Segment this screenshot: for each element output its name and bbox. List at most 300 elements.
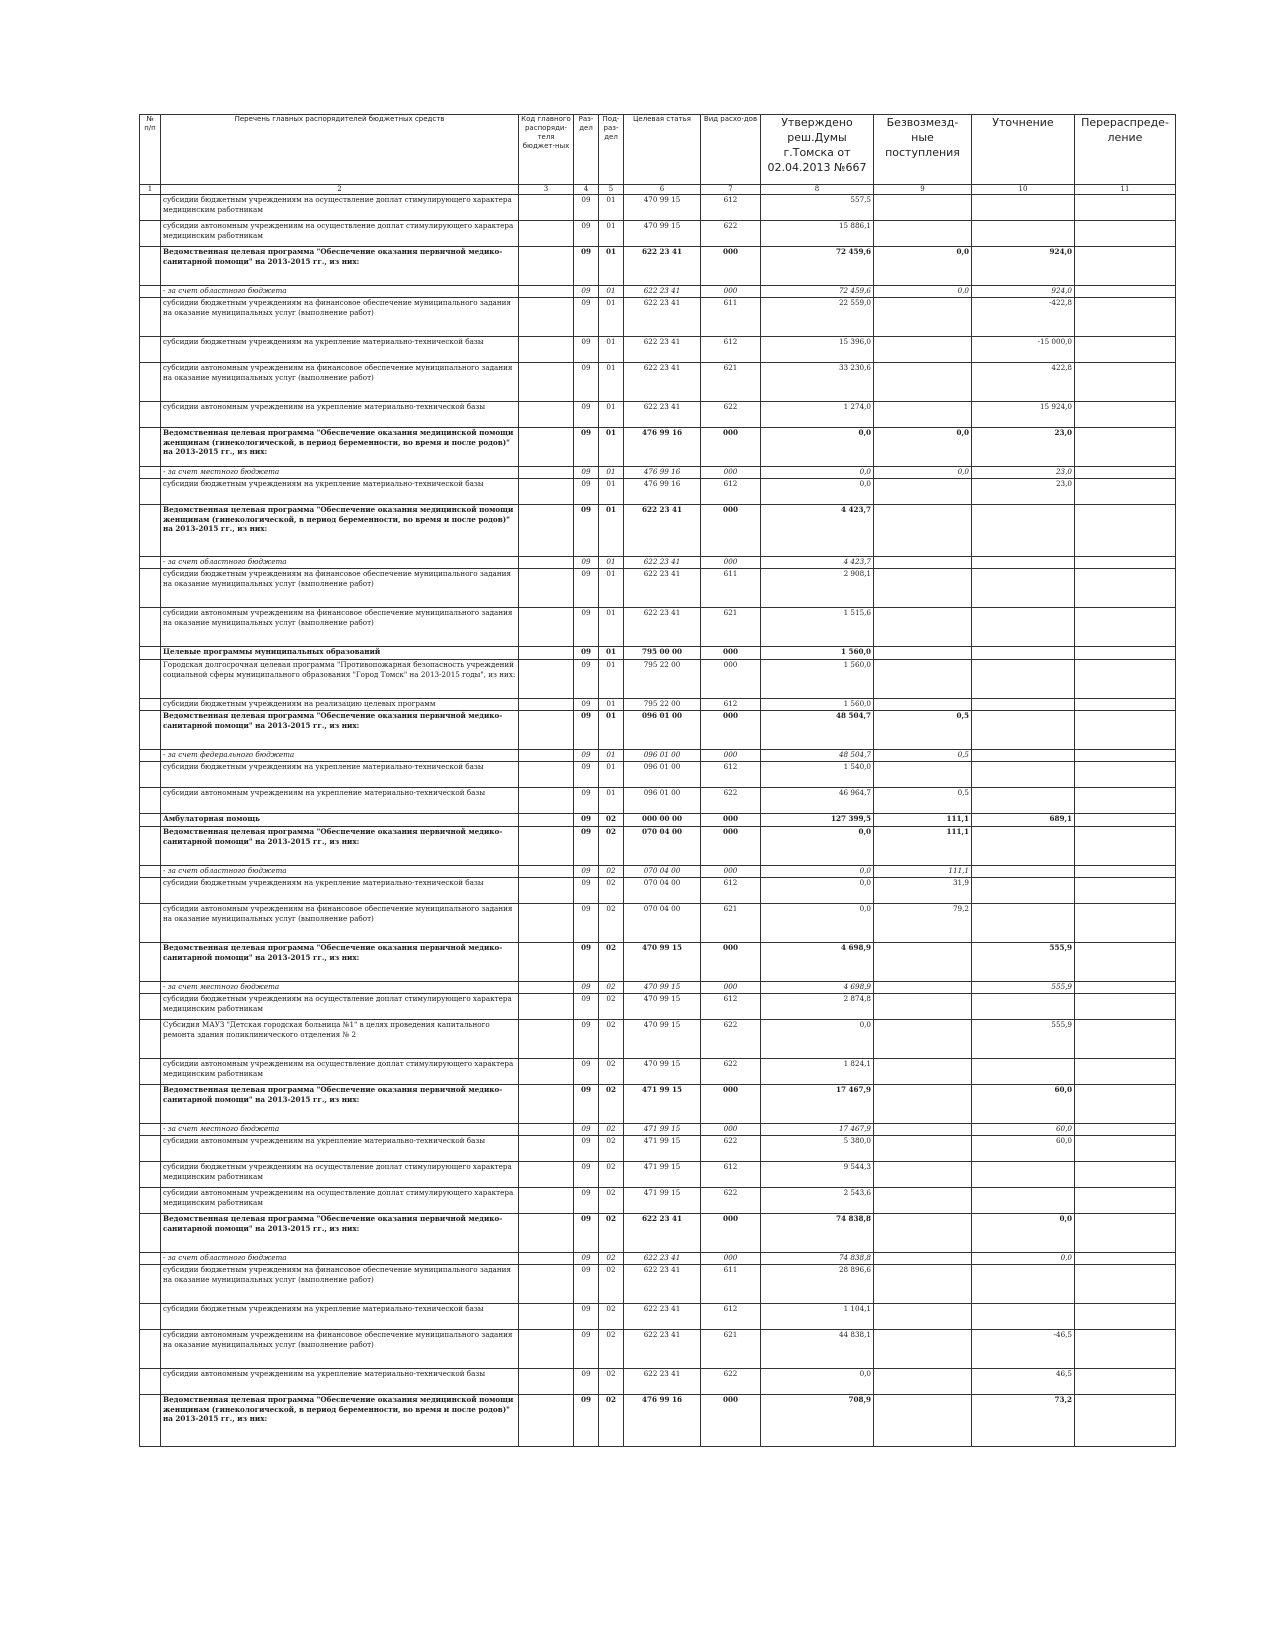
row-vid: 611 [701,1265,761,1304]
row-podrazdel: 02 [599,904,624,943]
col-number: 9 [874,185,972,195]
row-podrazdel: 02 [599,1330,624,1369]
row-utv: 2 908,1 [761,569,874,608]
row-podrazdel: 02 [599,1304,624,1330]
row-bezv: 111,1 [874,814,972,827]
row-pereras [1075,866,1176,878]
row-bezv [874,994,972,1020]
row-cel: 471 99 15 [624,1124,701,1136]
row-vid: 622 [701,1059,761,1085]
row-bezv [874,363,972,402]
row-name: Ведомственная целевая программа "Обеспечение оказания первичной медико-санитарной помощи" на 2013-2015 гг., из них: [161,1214,519,1253]
row-utv: 44 838,1 [761,1330,874,1369]
row-pereras [1075,762,1176,788]
row-podrazdel: 02 [599,1162,624,1188]
row-utv: 2 874,8 [761,994,874,1020]
row-name: Ведомственная целевая программа "Обеспечение оказания первичной медико-санитарной помощи" на 2013-2015 гг., из них: [161,943,519,982]
row-utv: 4 698,9 [761,982,874,994]
row-kod [519,428,574,467]
row-utoch: 0,0 [972,1253,1075,1265]
table-row [140,1059,1176,1085]
row-name: субсидии автономным учреждениям на финансовое обеспечение муниципального задания на оказание муниципальных услуг (выполнение работ) [161,1330,519,1369]
row-num [140,943,161,982]
row-cel: 096 01 00 [624,762,701,788]
row-vid: 611 [701,569,761,608]
row-num [140,762,161,788]
row-razdel: 09 [574,1304,599,1330]
row-bezv [874,762,972,788]
row-bezv [874,1304,972,1330]
row-num [140,982,161,994]
row-vid: 000 [701,286,761,298]
row-name: Субсидия МАУЗ "Детская городская больница №1" в целях проведения капитального ремонта здания поликлинического отделения № 2 [161,1020,519,1059]
row-vid: 622 [701,221,761,247]
row-vid: 000 [701,1085,761,1124]
row-pereras [1075,195,1176,221]
row-razdel: 09 [574,827,599,866]
row-num [140,904,161,943]
row-utoch: 924,0 [972,247,1075,286]
row-cel: 470 99 15 [624,982,701,994]
row-name: субсидии автономным учреждениям на осуществление доплат стимулирующего характера медицинским работникам [161,1188,519,1214]
row-num [140,337,161,363]
row-utoch [972,788,1075,814]
row-vid: 000 [701,467,761,479]
row-utv: 28 896,6 [761,1265,874,1304]
row-utoch: 60,0 [972,1124,1075,1136]
row-name: - за счет областного бюджета [161,866,519,878]
row-vid: 612 [701,1304,761,1330]
col-number: 5 [599,185,624,195]
row-pereras [1075,788,1176,814]
row-podrazdel: 02 [599,878,624,904]
row-razdel: 09 [574,479,599,505]
row-vid: 000 [701,943,761,982]
row-pereras [1075,1059,1176,1085]
row-utv: 0,0 [761,1020,874,1059]
row-name: Амбулаторная помощь [161,814,519,827]
row-podrazdel: 02 [599,1124,624,1136]
row-name: субсидии бюджетным учреждениям на укрепление материально-технической базы [161,762,519,788]
row-podrazdel: 01 [599,608,624,647]
table-row [140,827,1176,866]
table-body [140,195,1176,1447]
row-kod [519,221,574,247]
row-name: субсидии автономным учреждениям на укрепление материально-технической базы [161,402,519,428]
row-pereras [1075,1188,1176,1214]
row-utv: 1 104,1 [761,1304,874,1330]
table-row [140,1304,1176,1330]
row-vid: 612 [701,479,761,505]
row-cel: 622 23 41 [624,557,701,569]
row-utoch: 23,0 [972,479,1075,505]
row-podrazdel: 01 [599,402,624,428]
row-podrazdel: 01 [599,363,624,402]
row-utv: 0,0 [761,866,874,878]
row-razdel: 09 [574,994,599,1020]
col-list-header: Перечень главных распорядителей бюджетных средств [161,115,519,185]
table-row [140,814,1176,827]
row-kod [519,298,574,337]
row-utv: 9 544,3 [761,1162,874,1188]
row-utv: 74 838,8 [761,1253,874,1265]
row-vid: 621 [701,1330,761,1369]
row-num [140,814,161,827]
row-vid: 621 [701,363,761,402]
row-bezv: 0,0 [874,286,972,298]
row-name: Ведомственная целевая программа "Обеспечение оказания медицинской помощи женщинам (гинекологической, в период беременности, во время и после родов)" на 2013-2015 гг., из них: [161,505,519,557]
table-row [140,1162,1176,1188]
row-vid: 000 [701,660,761,699]
row-podrazdel: 01 [599,762,624,788]
row-num [140,557,161,569]
row-num [140,699,161,711]
table-row [140,247,1176,286]
row-bezv [874,647,972,660]
row-cel: 622 23 41 [624,247,701,286]
row-utv: 1 560,0 [761,647,874,660]
row-pereras [1075,982,1176,994]
row-podrazdel: 01 [599,286,624,298]
row-podrazdel: 02 [599,1188,624,1214]
row-utv: 48 504,7 [761,711,874,750]
row-name: субсидии автономным учреждениям на финансовое обеспечение муниципального задания на оказание муниципальных услуг (выполнение работ) [161,363,519,402]
row-kod [519,195,574,221]
table-row [140,994,1176,1020]
row-pereras [1075,1265,1176,1304]
row-utoch: 60,0 [972,1085,1075,1124]
row-pereras [1075,711,1176,750]
table-row [140,195,1176,221]
row-name: субсидии бюджетным учреждениям на укрепление материально-технической базы [161,337,519,363]
row-razdel: 09 [574,221,599,247]
row-num [140,1085,161,1124]
row-utv: 17 467,9 [761,1085,874,1124]
row-cel: 622 23 41 [624,569,701,608]
table-row [140,221,1176,247]
row-utoch [972,221,1075,247]
row-podrazdel: 02 [599,1214,624,1253]
table-row [140,943,1176,982]
row-num [140,195,161,221]
row-utv: 1 515,6 [761,608,874,647]
row-pereras [1075,878,1176,904]
row-razdel: 09 [574,982,599,994]
row-utv: 708,9 [761,1395,874,1447]
row-pereras [1075,479,1176,505]
row-cel: 622 23 41 [624,1265,701,1304]
row-podrazdel: 01 [599,647,624,660]
row-pereras [1075,1369,1176,1395]
row-pereras [1075,337,1176,363]
table-row [140,557,1176,569]
row-cel: 476 99 16 [624,1395,701,1447]
row-name: Ведомственная целевая программа "Обеспечение оказания первичной медико-санитарной помощи" на 2013-2015 гг., из них: [161,1085,519,1124]
row-kod [519,1085,574,1124]
row-pereras [1075,1136,1176,1162]
row-utoch [972,647,1075,660]
row-razdel: 09 [574,557,599,569]
row-kod [519,699,574,711]
row-cel: 470 99 15 [624,943,701,982]
row-kod [519,557,574,569]
row-num [140,402,161,428]
row-utoch [972,866,1075,878]
row-razdel: 09 [574,608,599,647]
row-kod [519,994,574,1020]
row-cel: 622 23 41 [624,1214,701,1253]
row-podrazdel: 01 [599,247,624,286]
row-kod [519,505,574,557]
row-utoch [972,195,1075,221]
row-pereras [1075,1020,1176,1059]
row-razdel: 09 [574,904,599,943]
table-row [140,337,1176,363]
table-row [140,1214,1176,1253]
row-name: - за счет местного бюджета [161,982,519,994]
row-utoch: 23,0 [972,467,1075,479]
row-razdel: 09 [574,467,599,479]
row-kod [519,762,574,788]
row-razdel: 09 [574,1265,599,1304]
row-utoch [972,994,1075,1020]
row-cel: 622 23 41 [624,337,701,363]
row-podrazdel: 02 [599,1395,624,1447]
row-name: субсидии автономным учреждениям на финансовое обеспечение муниципального задания на оказание муниципальных услуг (выполнение работ) [161,904,519,943]
row-bezv: 79,2 [874,904,972,943]
row-name: субсидии бюджетным учреждениям на осуществление доплат стимулирующего характера медицинским работникам [161,1162,519,1188]
row-pereras [1075,467,1176,479]
row-bezv [874,1253,972,1265]
row-bezv [874,195,972,221]
row-podrazdel: 02 [599,1136,624,1162]
row-kod [519,904,574,943]
row-bezv [874,1265,972,1304]
row-podrazdel: 01 [599,788,624,814]
row-podrazdel: 01 [599,428,624,467]
row-kod [519,1020,574,1059]
row-utv: 5 380,0 [761,1136,874,1162]
row-cel: 476 99 16 [624,428,701,467]
row-razdel: 09 [574,286,599,298]
row-num [140,1214,161,1253]
table-row [140,1188,1176,1214]
row-kod [519,788,574,814]
row-kod [519,1395,574,1447]
row-kod [519,402,574,428]
row-vid: 000 [701,827,761,866]
row-utoch [972,1304,1075,1330]
row-vid: 000 [701,866,761,878]
row-utoch: 23,0 [972,428,1075,467]
table-row [140,711,1176,750]
row-name: субсидии бюджетным учреждениям на финансовое обеспечение муниципального задания на оказание муниципальных услуг (выполнение работ) [161,298,519,337]
row-name: субсидии бюджетным учреждениям на осуществление доплат стимулирующего характера медицинским работникам [161,195,519,221]
row-cel: 476 99 16 [624,479,701,505]
row-podrazdel: 02 [599,994,624,1020]
row-bezv [874,1136,972,1162]
row-razdel: 09 [574,943,599,982]
row-utv: 46 964,7 [761,788,874,814]
row-kod [519,286,574,298]
row-pereras [1075,1304,1176,1330]
row-kod [519,569,574,608]
row-vid: 622 [701,1020,761,1059]
row-num [140,1304,161,1330]
row-pereras [1075,1124,1176,1136]
row-utv: 2 543,6 [761,1188,874,1214]
row-bezv [874,402,972,428]
row-utv: 0,0 [761,467,874,479]
row-razdel: 09 [574,1059,599,1085]
row-cel: 470 99 15 [624,1059,701,1085]
row-vid: 612 [701,337,761,363]
row-cel: 622 23 41 [624,402,701,428]
row-num [140,660,161,699]
row-bezv [874,660,972,699]
table-row [140,1124,1176,1136]
table-row [140,569,1176,608]
row-num [140,1136,161,1162]
row-num [140,1265,161,1304]
row-kod [519,1253,574,1265]
row-name: субсидии автономным учреждениям на укрепление материально-технической базы [161,1136,519,1162]
row-utv: 1 560,0 [761,699,874,711]
row-vid: 000 [701,1124,761,1136]
row-utv: 1 540,0 [761,762,874,788]
row-name: субсидии автономным учреждениям на осуществление доплат стимулирующего характера медицинским работникам [161,221,519,247]
row-podrazdel: 02 [599,814,624,827]
row-bezv: 0,5 [874,711,972,750]
row-utv: 1 824,1 [761,1059,874,1085]
row-bezv [874,1369,972,1395]
row-name: субсидии бюджетным учреждениям на реализацию целевых программ [161,699,519,711]
row-podrazdel: 01 [599,467,624,479]
row-name: субсидии автономным учреждениям на финансовое обеспечение муниципального задания на оказание муниципальных услуг (выполнение работ) [161,608,519,647]
row-vid: 000 [701,1253,761,1265]
row-pereras [1075,363,1176,402]
row-cel: 471 99 15 [624,1188,701,1214]
table-row [140,286,1176,298]
row-cel: 471 99 15 [624,1136,701,1162]
row-razdel: 09 [574,660,599,699]
row-razdel: 09 [574,337,599,363]
row-kod [519,647,574,660]
row-vid: 000 [701,711,761,750]
row-utoch [972,762,1075,788]
row-num [140,1188,161,1214]
row-kod [519,711,574,750]
row-vid: 000 [701,750,761,762]
row-utoch: -15 000,0 [972,337,1075,363]
row-cel: 476 99 16 [624,467,701,479]
row-name: Ведомственная целевая программа "Обеспечение оказания первичной медико-санитарной помощи" на 2013-2015 гг., из них: [161,247,519,286]
row-bezv [874,1395,972,1447]
col-cel-header: Целевая статья [624,115,701,185]
row-bezv: 111,1 [874,866,972,878]
header-row [140,115,1176,185]
row-pereras [1075,298,1176,337]
row-pereras [1075,1253,1176,1265]
table-row [140,1330,1176,1369]
row-utv: 0,0 [761,878,874,904]
row-utv: 72 459,6 [761,247,874,286]
row-utoch: 924,0 [972,286,1075,298]
row-cel: 622 23 41 [624,1330,701,1369]
row-num [140,647,161,660]
row-bezv [874,337,972,363]
row-utoch: 46,5 [972,1369,1075,1395]
row-utoch [972,505,1075,557]
row-kod [519,750,574,762]
row-num [140,1059,161,1085]
row-cel: 471 99 15 [624,1085,701,1124]
row-name: - за счет областного бюджета [161,286,519,298]
row-bezv: 0,5 [874,750,972,762]
table-row [140,298,1176,337]
row-vid: 000 [701,647,761,660]
row-utv: 4 698,9 [761,943,874,982]
row-vid: 612 [701,1162,761,1188]
row-vid: 000 [701,247,761,286]
row-utv: 0,0 [761,827,874,866]
row-podrazdel: 02 [599,1369,624,1395]
table-row [140,660,1176,699]
column-numbers-row [140,185,1176,195]
row-cel: 070 04 00 [624,827,701,866]
row-cel: 470 99 15 [624,1020,701,1059]
row-cel: 470 99 15 [624,994,701,1020]
row-utoch [972,699,1075,711]
row-utoch [972,1059,1075,1085]
row-pereras [1075,904,1176,943]
row-bezv: 0,0 [874,467,972,479]
col-utv-header: Утверждено реш.Думы г.Томска от 02.04.2013 №667 [761,115,874,185]
row-utv: 4 423,7 [761,505,874,557]
row-vid: 000 [701,1395,761,1447]
row-kod [519,660,574,699]
table-row [140,402,1176,428]
row-podrazdel: 01 [599,557,624,569]
row-bezv [874,1214,972,1253]
row-name: субсидии бюджетным учреждениям на финансовое обеспечение муниципального задания на оказание муниципальных услуг (выполнение работ) [161,569,519,608]
row-cel: 096 01 00 [624,750,701,762]
row-num [140,363,161,402]
row-podrazdel: 02 [599,866,624,878]
row-cel: 470 99 15 [624,195,701,221]
row-utoch: 0,0 [972,1214,1075,1253]
table-row [140,505,1176,557]
row-utv: 15 396,0 [761,337,874,363]
row-razdel: 09 [574,711,599,750]
row-utv: 127 399,5 [761,814,874,827]
row-kod [519,1304,574,1330]
row-razdel: 09 [574,1253,599,1265]
row-razdel: 09 [574,195,599,221]
row-kod [519,1136,574,1162]
row-razdel: 09 [574,699,599,711]
row-pereras [1075,750,1176,762]
row-bezv: 111,1 [874,827,972,866]
row-bezv [874,221,972,247]
row-kod [519,827,574,866]
row-utoch [972,660,1075,699]
row-utoch [972,904,1075,943]
row-utv: 15 886,1 [761,221,874,247]
row-name: субсидии бюджетным учреждениям на укрепление материально-технической базы [161,878,519,904]
row-pereras [1075,1395,1176,1447]
table-row [140,479,1176,505]
